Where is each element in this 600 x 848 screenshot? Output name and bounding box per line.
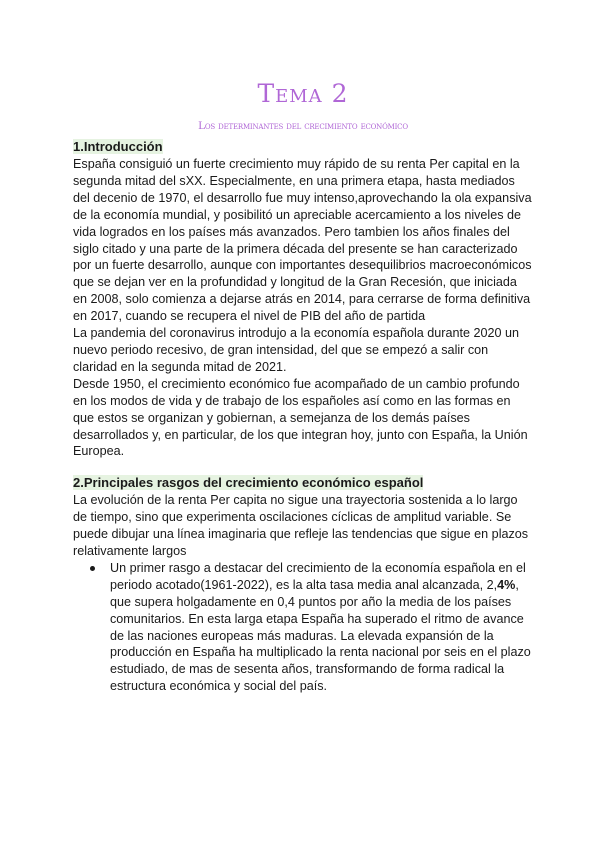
bullet-dot-icon bbox=[90, 566, 95, 571]
intro-paragraph-1: España consiguió un fuerte crecimiento muy rápido de su renta Per capital en la segunda mitad del sXX. Especialmente, en una primera etapa, hasta mediados del decenio de 1970, el desarrollo fue muy intenso,aprovechando la ola expansiva de la economía mundial, y posibilitó un apreciable acercamiento a los niveles de vida logrados en los países más avanzados. Pero tambien los años finales del siglo citado y una parte de la primera década del presente se han caracterizado por un fuerte desarrollo, aunque con importantes desequilibrios macroeconómicos que se dejan ver en la profundidad y longitud de la Gran Recesión, que iniciada en 2008, solo comienza a dejarse atrás en 2014, para cerrarse de forma definitiva en 2017, cuando se recupera el nivel de PIB del año de partida bbox=[73, 157, 532, 324]
section-heading-text: 1.Introducción bbox=[73, 139, 163, 154]
bullet-text-bold: 4% bbox=[497, 577, 516, 592]
section-heading-text: 2.Principales rasgos del crecimiento económico español bbox=[73, 475, 424, 491]
document-page bbox=[73, 0, 533, 695]
document-title: Tema 2 bbox=[257, 79, 349, 108]
document-subtitle: Los determinantes del crecimiento económico bbox=[198, 120, 408, 132]
bullet-text-end: , que supera holgadamente en 0,4 puntos por año la media de los países comunitarios. En esta larga etapa España ha superado el ritmo de avance de las naciones europeas más maduras. La elevada expansión de la producción en España ha multiplicado la renta nacional por seis en el plazo estudiado, de mas de sesenta años, transformando de forma radical la estructura económica y social del país. bbox=[110, 577, 531, 694]
bullet-item bbox=[110, 560, 533, 695]
bullet-text-start: Un primer rasgo a destacar del crecimiento de la economía española en el periodo acotado(1961-2022), es la alta tasa media anal alcanzada, 2, bbox=[110, 560, 526, 592]
intro-paragraph-3: Desde 1950, el crecimiento económico fue acompañado de un cambio profundo en los modos de vida y de trabajo de los españoles así como en las formas en que estos se organizan y gobiernan, a semejanza de los demás países desarrollados y, en particular, de los que integran hoy, junto con España, la Unión Europea. bbox=[73, 376, 528, 459]
bullet-list bbox=[73, 560, 533, 695]
section-heading-introduccion bbox=[73, 138, 533, 156]
rasgos-paragraph: La evolución de la renta Per capita no sigue una trayectoria sostenida a lo largo de tiempo, sino que experimenta oscilaciones cíclicas de amplitud variable. Se puede dibujar una línea imaginaria que refleje las tendencias que sigue en plazos relativamente largos bbox=[73, 493, 529, 559]
intro-paragraph-2: La pandemia del coronavirus introdujo a la economía española durante 2020 un nuevo periodo recesivo, de gran intensidad, del que se empezó a salir con claridad en la segunda mitad de 2021. bbox=[73, 326, 519, 374]
section-heading-rasgos bbox=[73, 474, 533, 492]
